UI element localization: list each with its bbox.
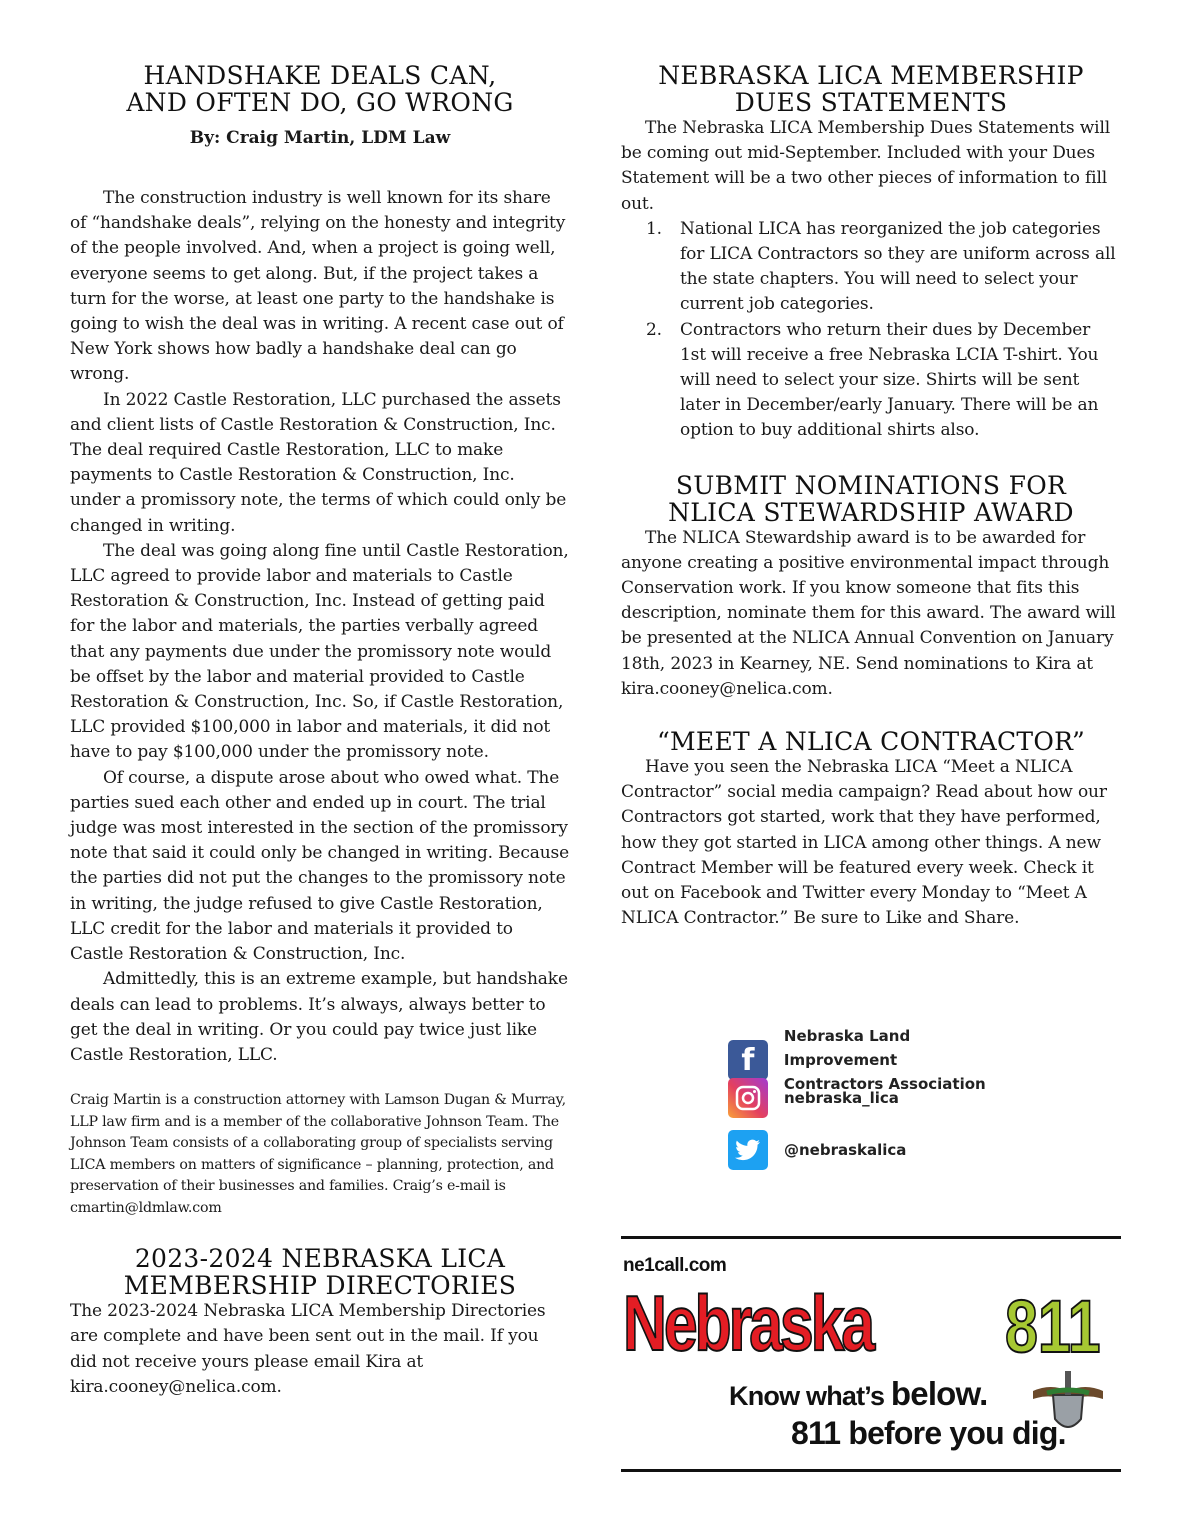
instagram-handle: nebraska_lica	[784, 1089, 899, 1107]
article-paragraph: The construction industry is well known for its share of “handshake deals”, relying on the honesty and integrity of the people involved. And, when a project is going well, everyone seems to get along. But, if the project takes a turn for the worse, at least one party to the handshake is going to wish the deal was in writing. A recent case out of New York shows how badly a handshake deal can go wrong.	[70, 188, 566, 385]
facebook-label-line-1: Nebraska Land Improvement	[783, 1027, 911, 1069]
directories-title-line-1: 2023-2024 NEBRASKA LICA	[134, 1244, 506, 1274]
dues-title-line-2: DUES STATEMENTS	[734, 88, 1008, 117]
author-bio: Craig Martin is a construction attorney with Lamson Dugan & Murray, LLP law firm and is a member of the collaborative Johnson Team. The Johnson Team consists of a collaborating group of specialists serving LICA members on matters of significance – planning, protection, and preservation of their businesses and families. Craig’s e-mail is cmartin@ldmlaw.com	[70, 1092, 566, 1216]
article-title-line-2: AND OFTEN DO, GO WRONG	[126, 88, 514, 117]
left-column	[70, 62, 570, 1400]
dues-title-line-1: NEBRASKA LICA MEMBERSHIP	[658, 61, 1084, 90]
article-byline: By: Craig Martin, LDM Law	[189, 128, 451, 148]
directories-title	[70, 1245, 570, 1299]
twitter-icon	[728, 1130, 768, 1170]
dues-intro: The Nebraska LICA Membership Dues Statements will be coming out mid-September. Included with your Dues Statement will be a two other pieces of information to fill out.	[621, 118, 1111, 214]
award-title-line-2: NLICA STEWARDSHIP AWARD	[668, 497, 1074, 527]
list-item	[621, 318, 1121, 444]
twitter-handle: @nebraskalica	[784, 1141, 907, 1159]
ad-tagline-1-big: below.	[890, 1375, 988, 1412]
dues-title	[621, 62, 1121, 116]
list-item-text: Contractors who return their dues by December 1st will receive a free Nebraska LCIA T-shirt. You will need to select your size. Shirts will be sent later in December/early January. There will be an option to buy additional shirts also.	[680, 319, 1099, 441]
contractor-title: “MEET A NLICA CONTRACTOR”	[656, 727, 1086, 757]
list-item-number: 1.	[646, 218, 662, 239]
award-title	[621, 472, 1121, 526]
dues-list	[621, 217, 1121, 444]
instagram-row[interactable]	[728, 1078, 899, 1118]
facebook-icon: f	[728, 1040, 768, 1080]
ad-url: ne1call.com	[623, 1255, 727, 1276]
contractor-body: Have you seen the Nebraska LICA “Meet a NLICA Contractor” social media campaign? Read about how our Contractors got started, work that they have performed, how they got started in LICA among other things. A new Contract Member will be featured every week. Check it out on Facebook and Twitter every Monday to “Meet A NLICA Contractor.” Be sure to Like and Share.	[621, 757, 1107, 929]
instagram-icon	[728, 1078, 768, 1118]
ad-brand: Nebraska	[623, 1279, 873, 1367]
list-item-number: 2.	[646, 319, 662, 340]
directories-title-line-2: MEMBERSHIP DIRECTORIES	[123, 1271, 517, 1301]
award-title-line-1: SUBMIT NOMINATIONS FOR	[675, 470, 1067, 500]
facebook-label-line-2: Contractors Association	[783, 1075, 986, 1093]
article-title-line-1: HANDSHAKE DEALS CAN,	[143, 61, 497, 90]
article-paragraph: The deal was going along fine until Castle Restoration, LLC agreed to provide labor and materials to Castle Restoration & Construction, Inc. Instead of getting paid for the labor and materials, the parties verbally agreed that any payments due under the promissory note would be offset by the labor and material provided to Castle Restoration & Construction, Inc. So, if Castle Restoration, LLC provided $100,000 in labor and materials, it did not have to pay $100,000 under the promissory note.	[70, 540, 569, 763]
nebraska-811-ad[interactable]	[621, 1236, 1121, 1472]
article-title	[70, 62, 570, 116]
social-media-block	[728, 1020, 1028, 1172]
article-paragraph: Of course, a dispute arose about who owed what. The parties sued each other and ended up in court. The trial judge was most interested in the section of the promissory note that said it could only be changed in writing. Because the parties did not put the changes to the promissory note in writing, the judge refused to give Castle Restoration, LLC credit for the labor and materials it provided to Castle Restoration & Construction, Inc.	[70, 767, 569, 965]
list-item	[621, 217, 1121, 318]
right-column	[621, 62, 1121, 931]
ad-tagline-1	[729, 1375, 988, 1413]
ad-tagline-1-pre: Know what’s	[729, 1381, 891, 1411]
article-paragraph: Admittedly, this is an extreme example, but handshake deals can lead to problems. It’s always, always better to get the deal in writing. Or you could pay twice just like Castle Restoration, LLC.	[70, 969, 568, 1065]
twitter-row[interactable]	[728, 1130, 906, 1170]
award-body: The NLICA Stewardship award is to be awarded for anyone creating a positive environmental impact through Conservation work. If you know someone that fits this description, nominate them for this award. The award will be presented at the NLICA Annual Convention on January 18th, 2023 in Kearney, NE. Send nominations to Kira at kira.cooney@nelica.com.	[621, 527, 1116, 699]
list-item-text: National LICA has reorganized the job categories for LICA Contractors so they are uniform across all the state chapters. You will need to select your current job categories.	[680, 218, 1116, 315]
ad-number: 811	[1005, 1285, 1101, 1368]
directories-body: The 2023-2024 Nebraska LICA Membership Directories are complete and have been sent out in the mail. If you did not receive yours please email Kira at kira.cooney@nelica.com.	[70, 1301, 546, 1397]
ad-tagline-2: 811 before you dig.	[791, 1415, 1066, 1451]
article-paragraph: In 2022 Castle Restoration, LLC purchased the assets and client lists of Castle Restoration & Construction, Inc. The deal required Castle Restoration, LLC to make payments to Castle Restoration & Construction, Inc. under a promissory note, the terms of which could only be changed in writing.	[70, 389, 567, 536]
